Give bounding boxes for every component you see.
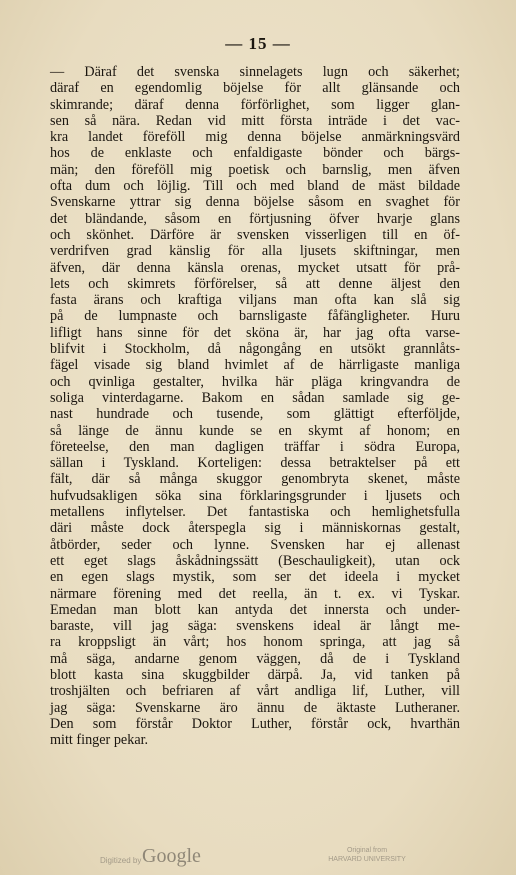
- text-line: på de lumpnaste och barnsligaste fåfängligheter. Huru: [50, 308, 460, 325]
- text-line: hos de enklaste och enfaldigaste bönder och bärgs-: [50, 145, 460, 162]
- text-line: Emedan man blott kan antyda det innersta och under-: [50, 601, 460, 618]
- text-line: nast hundrade och tusende, som glättigt efterföljde,: [50, 406, 460, 423]
- text-line: verdrifven grad känslig för alla ljusets skiftningar, men: [50, 243, 460, 260]
- scan-footer: [0, 845, 516, 875]
- original-from-text: Original from: [346, 847, 388, 854]
- text-line: sen så nära. Redan vid mitt första inträde i det vac-: [50, 112, 460, 129]
- text-line: däraf en egendomlig böjelse för allt glänsande och: [50, 80, 460, 97]
- text-line: soliga vinterdagarne. Bakom en sådan samlade sig ge-: [50, 389, 460, 406]
- text-line: sällan i Tyskland. Korteligen: dessa betraktelser på ett: [50, 455, 460, 472]
- text-line: däri måste dock återspegla sig i människornas gestalt,: [50, 520, 460, 537]
- text-line: fält, där så många skuggor genombryta skenet, måste: [50, 471, 460, 488]
- text-line: det bländande, såsom en förtjusning öfver hvarje glans: [50, 210, 460, 227]
- text-line: Den som förstår Doktor Luther, förstår ock, hvarthän: [50, 715, 460, 732]
- text-line: äfven, där denna känsla orenas, mycket utsatt för prå-: [50, 259, 460, 276]
- digitized-by-text: Digitized by: [100, 856, 142, 865]
- text-line: må säga, andarne genom väggen, då de i Tyskland: [50, 650, 460, 667]
- google-logo: Google: [142, 845, 201, 867]
- body-text: [50, 64, 460, 748]
- text-line: metallens inflytelser. Det fantastiska och hemlighetsfulla: [50, 504, 460, 521]
- text-line: åtbörder, seder och lynne. Svensken har ej allenast: [50, 536, 460, 553]
- text-line: Svenskarne yttrar sig denna böjelse såsom en svaghet för: [50, 194, 460, 211]
- text-line: ofta dum och löjlig. Till och med bland de mäst bildade: [50, 178, 460, 195]
- text-line: hufvudsakligen söka sina förklaringsgrunder i ljusets och: [50, 487, 460, 504]
- text-line: blifvit i Stockholm, då någongång en utsökt grannlåts-: [50, 341, 460, 358]
- text-line: jag säga: Svenskarne äro ännu de äktaste Lutheraner.: [50, 699, 460, 716]
- text-line: närmare förening med det reella, än t. ex. vi Tyskar.: [50, 585, 460, 602]
- text-line: ra kroppsligt än vårt; hos honom springa, att jag så: [50, 634, 460, 651]
- text-line: baraste, vill jag säga: svenskens ideal är långt me-: [50, 618, 460, 635]
- harvard-university-text: HARVARD UNIVERSITY: [328, 856, 406, 863]
- text-line: en egen slags mystik, som ser det ideela i mycket: [50, 569, 460, 586]
- text-line: ett eget slags åskådningssätt (Beschauligkeit), utan ock: [50, 552, 460, 569]
- text-line: skimrande; däraf denna förförlighet, som ligger glan-: [50, 96, 460, 113]
- text-line: troshjälten och befriaren af vårt andliga lif, Luther, vill: [50, 683, 460, 700]
- text-line: — Däraf det svenska sinnelagets lugn och säkerhet;: [50, 64, 460, 80]
- original-source: [312, 846, 422, 864]
- text-line: och skönhet. Därföre är svensken visserligen till en öf-: [50, 226, 460, 243]
- text-line: lifligt hans sinne för det sköna är, har jag ofta varse-: [50, 324, 460, 341]
- text-line: fasta ärans och kraftiga viljans man ofta kan slå sig: [50, 292, 460, 309]
- text-line: kra landet föreföll mig denna böjelse anmärkningsvärd: [50, 129, 460, 146]
- text-line: lets och skimrets förförelser, så att denne äljest den: [50, 275, 460, 292]
- text-line: så länge de ännu kunde se en skymt af honom; en: [50, 422, 460, 439]
- text-line: och qvinliga gestalter, hvilka här pläga kringvandra de: [50, 373, 460, 390]
- text-line: blott kasta sina skuggbilder därpå. Ja, vid tanken på: [50, 666, 460, 683]
- text-line: företeelse, den man dagligen träffar i södra Europa,: [50, 438, 460, 455]
- text-line: fägel visade sig bland hvimlet af de härrligaste manliga: [50, 357, 460, 374]
- text-line: mitt finger pekar.: [50, 732, 149, 749]
- text-line: män; den föreföll mig poetisk och barnslig, men äfven: [50, 161, 460, 178]
- page-number: — 15 —: [225, 34, 291, 53]
